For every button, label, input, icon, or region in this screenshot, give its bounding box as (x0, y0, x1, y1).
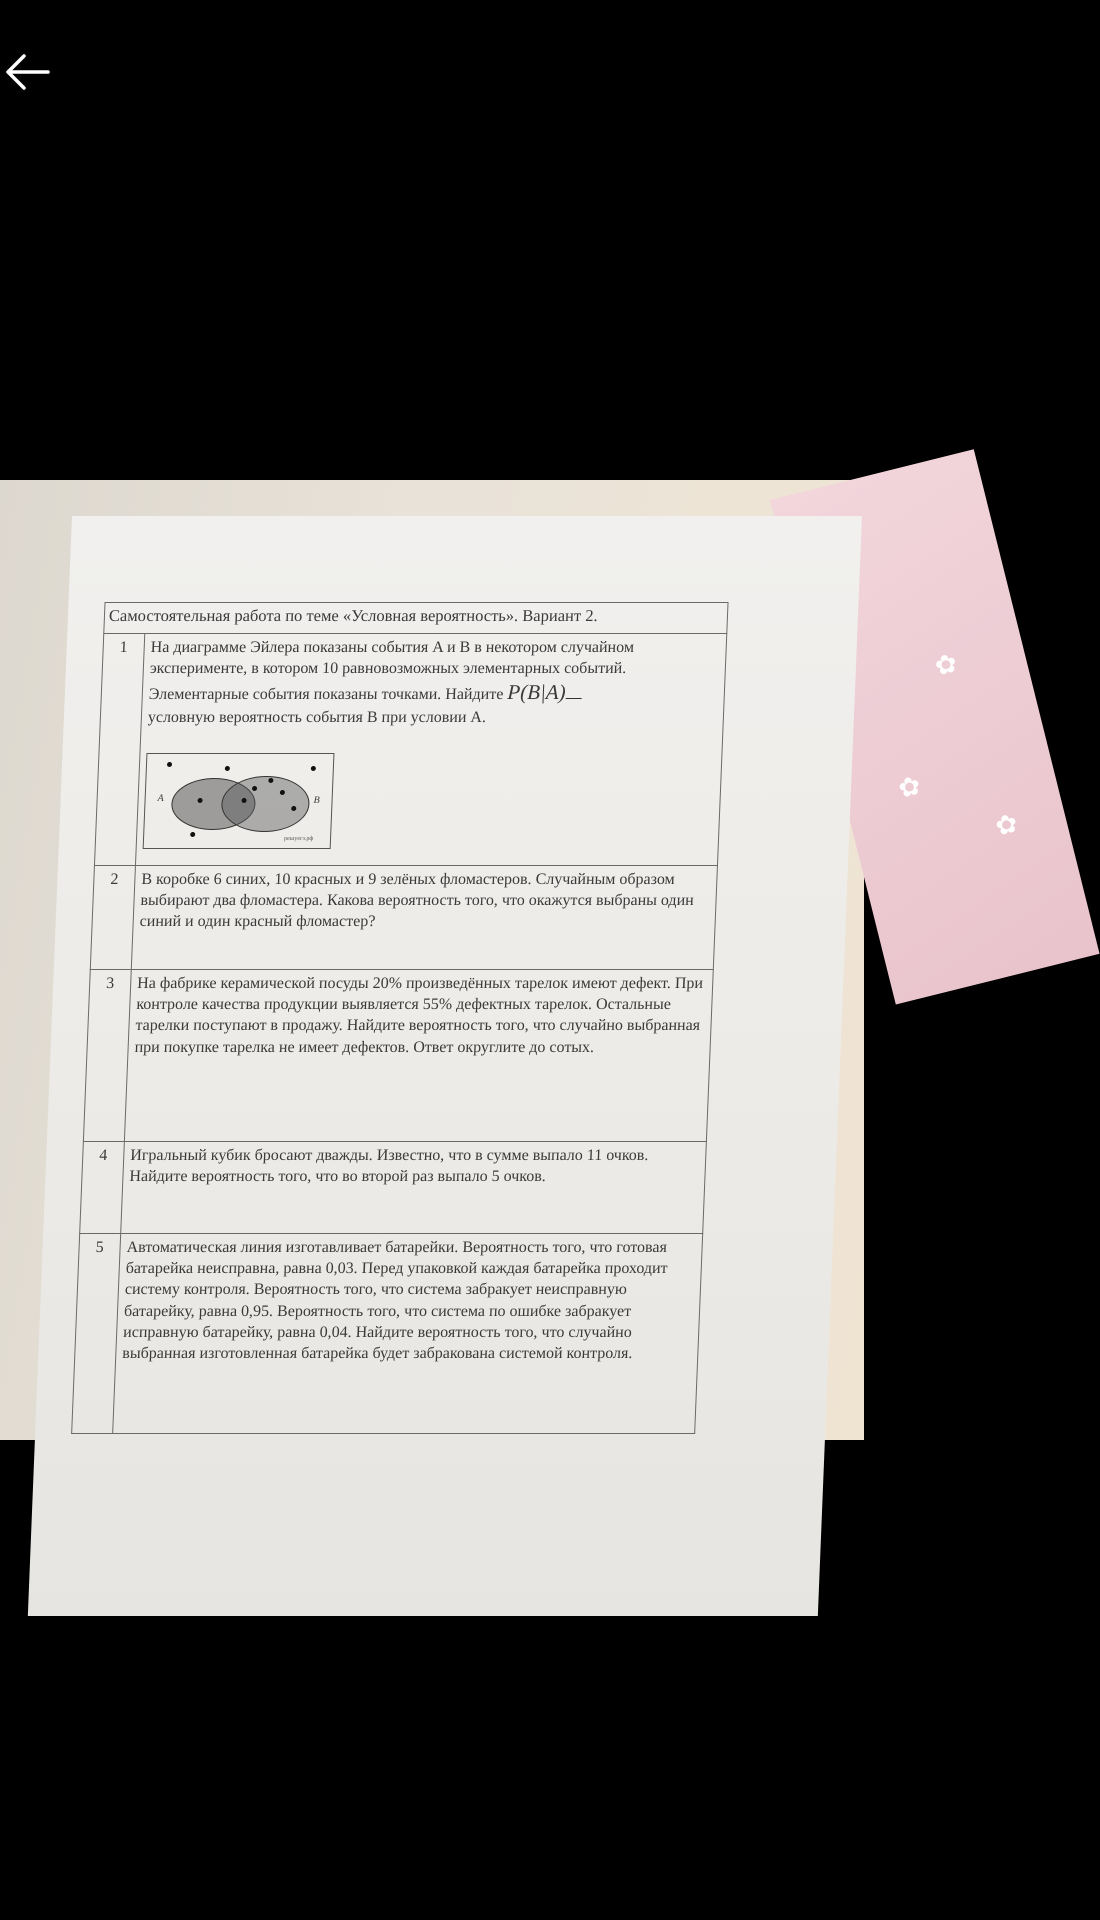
task-number: 3 (83, 969, 131, 1141)
point (190, 832, 195, 837)
table-header-row (104, 603, 728, 634)
point (197, 798, 202, 803)
formula: P(B|A) (506, 680, 567, 705)
task-text: Автоматическая линия изготавливает батарейки. Вероятность того, что готовая батарейка неисправна, равна 0,03. Перед упаковкой каждая батарейка проходит систему контроля. Вероятность того, что система забракует неисправную батарейку, равна 0,95. Вероятность того, что система по ошибке забракует исправную батарейку, равна 0,04. Найдите вероятность того, что случайно выбранная изготовленная батарейка будет забракована системой контроля. (113, 1233, 703, 1433)
table-row (90, 865, 717, 969)
arrow-left-icon (0, 48, 64, 96)
worksheet (71, 602, 728, 1434)
point (252, 786, 257, 791)
task-text: На фабрике керамической посуды 20% произведённых тарелок имеют дефект. При контроле качества продукции выявляется 55% дефектных тарелок. Остальные тарелки поступают в продажу. Найдите вероятность того, что случайно выбранная при покупке тарелка не имеет дефектов. Ответ округлите до сотых. (124, 969, 713, 1141)
ellipse-b (220, 776, 310, 832)
flower-icon: ✿ (931, 648, 961, 682)
task-cell (135, 633, 726, 865)
table-row (94, 633, 726, 865)
worksheet-paper (28, 516, 862, 1616)
point (280, 790, 285, 795)
watermark: решуегэ.рф (283, 835, 314, 842)
point (311, 766, 316, 771)
task-text-continued: условную вероятность события B при условии A. (147, 709, 487, 727)
flower-icon: ✿ (895, 770, 924, 804)
task-text: На диаграмме Эйлера показаны события A и B в некотором случайном эксперименте, в котором 10 равновозможных элементарных событий. Элементарные события показаны точками. Найдите (148, 638, 635, 704)
task-number: 4 (80, 1141, 125, 1233)
euler-diagram (143, 753, 335, 849)
point (241, 798, 246, 803)
task-text: Игральный кубик бросают дважды. Известно, что в сумме выпало 11 очков. Найдите вероятность того, что во второй раз выпало 5 очков. (121, 1141, 707, 1233)
task-text: В коробке 6 синих, 10 красных и 9 зелёных фломастеров. Случайным образом выбирают два фломастера. Какова вероятность того, что окажутся выбраны один синий и один красный фломастер? (131, 865, 717, 969)
worksheet-title: Самостоятельная работа по теме «Условная вероятность». Вариант 2. (104, 603, 728, 634)
flower-icon: ✿ (992, 808, 1021, 842)
point (291, 806, 296, 811)
task-number: 5 (72, 1233, 121, 1433)
table-row (83, 969, 713, 1141)
label-b: B (313, 794, 320, 806)
back-button[interactable] (0, 48, 64, 96)
table-row (80, 1141, 707, 1233)
point (167, 762, 172, 767)
point (268, 778, 273, 783)
table-row (72, 1233, 703, 1433)
photo (0, 480, 1021, 1440)
point (225, 766, 230, 771)
task-number: 1 (94, 633, 144, 865)
task-table (71, 602, 728, 1434)
label-a: A (157, 792, 164, 804)
task-number: 2 (90, 865, 135, 969)
